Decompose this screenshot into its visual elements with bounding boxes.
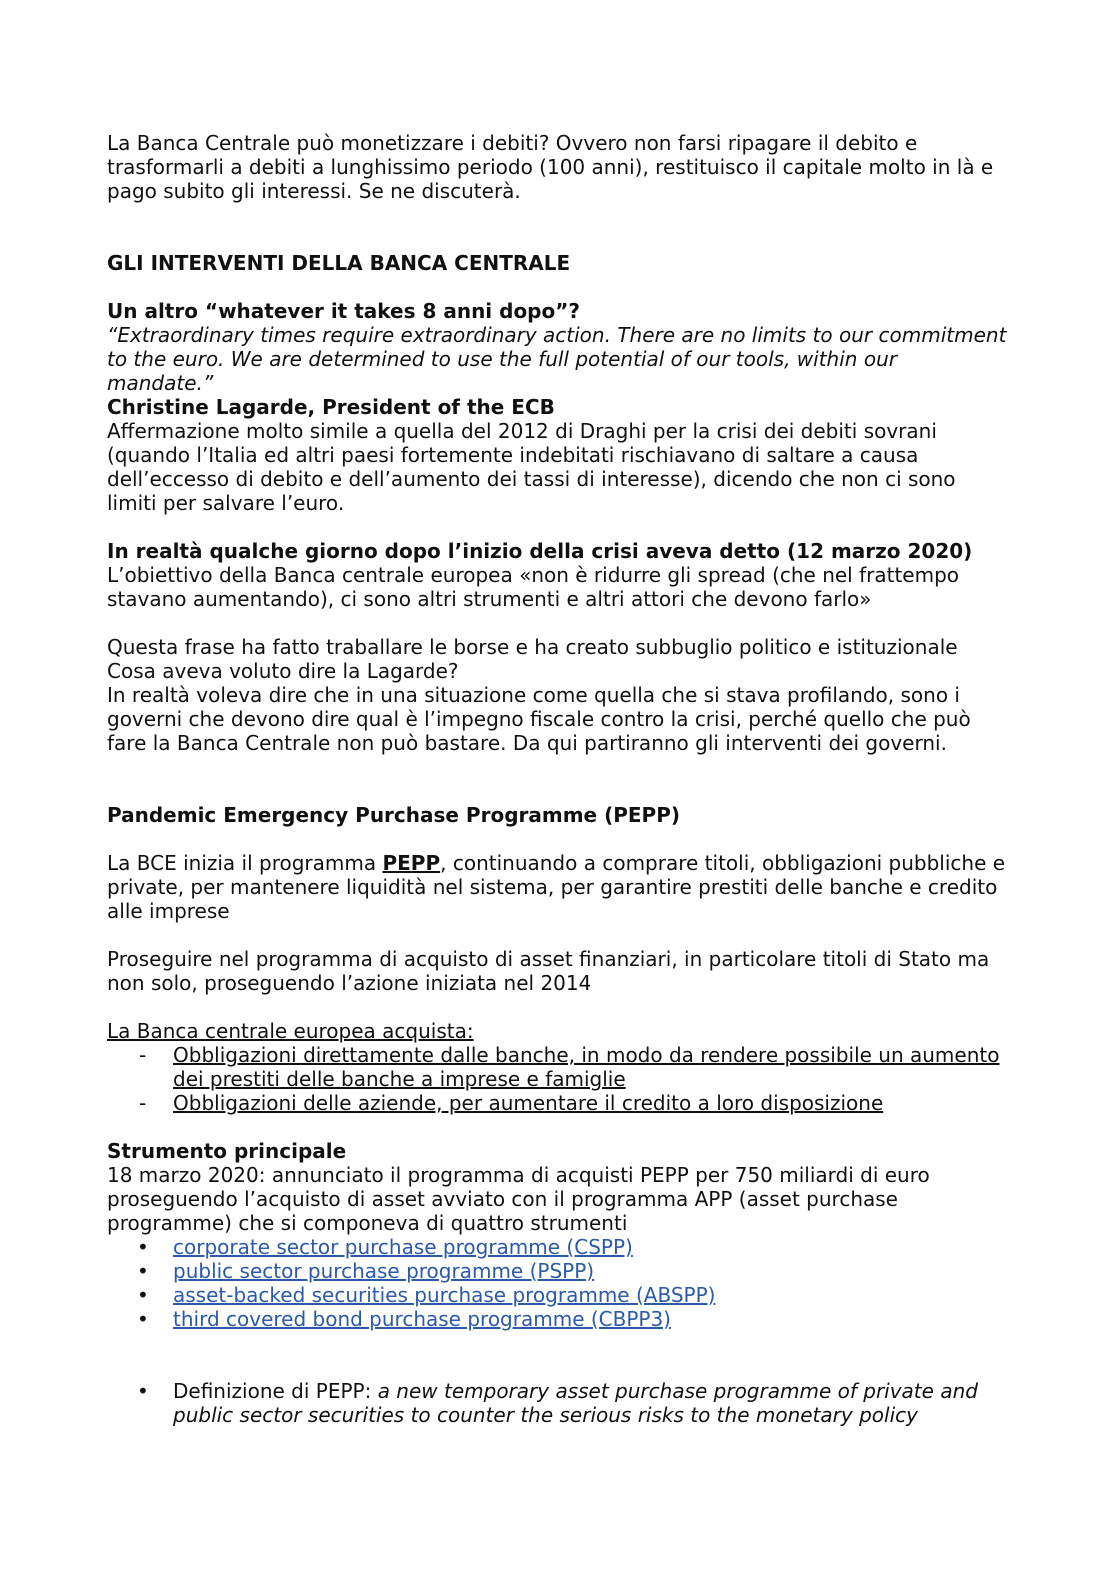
governi-paragraph: In realtà voleva dire che in una situazione come quella che si stava profilando, sono i governi che devono dire qual è l’impegno fiscale contro la crisi, perché quello che può fare la Banca Centrale non può bastare. Da qui partiranno gli interventi dei governi. <box>107 683 971 755</box>
borse-line: Questa frase ha fatto traballare le borse e ha creato subbuglio politico e istituzionale <box>107 635 958 659</box>
bullet-marker: • <box>137 1283 149 1307</box>
definition-label: Definizione di PEPP: <box>173 1379 378 1403</box>
lagarde-question-line: Cosa aveva voluto dire la Lagarde? <box>107 659 459 683</box>
document-page <box>107 131 1007 1427</box>
list-item <box>107 1091 1007 1115</box>
dash-marker: - <box>139 1091 147 1115</box>
subheading-12-marzo: In realtà qualche giorno dopo l’inizio della crisi aveva detto (12 marzo 2020) <box>107 539 973 563</box>
pepp-link[interactable]: PEPP <box>382 851 441 875</box>
intro-paragraph: La Banca Centrale può monetizzare i debiti? Ovvero non farsi ripagare il debito e trasformarli a debiti a lunghissimo periodo (100 anni), restituisco il capitale molto in là e pago subito gli interessi. Se ne discuterà. <box>107 131 994 203</box>
app-programmes-list <box>107 1235 1007 1331</box>
bullet-marker: • <box>137 1379 149 1403</box>
subheading-whatever-it-takes: Un altro “whatever it takes 8 anni dopo”? <box>107 299 580 323</box>
bullet-marker: • <box>137 1235 149 1259</box>
pepp-intro-text: La BCE inizia il programma <box>107 851 383 875</box>
list-item <box>107 1259 1007 1283</box>
list-item-text: Obbligazioni direttamente dalle banche, in modo da rendere possibile un aumento dei prestiti delle banche a imprese e famiglie <box>173 1043 1000 1091</box>
definition-list <box>107 1379 1007 1427</box>
lagarde-quote: “Extraordinary times require extraordinary action. There are no limits to our commitment to the euro. We are determined to use the full potential of our tools, within our mandate.” <box>107 323 1007 395</box>
spread-paragraph: L’obiettivo della Banca centrale europea «non è ridurre gli spread (che nel frattempo stavano aumentando), ci sono altri strumenti e altri attori che devono farlo» <box>107 563 960 611</box>
acquista-list <box>107 1043 1007 1115</box>
strumento-paragraph: 18 marzo 2020: annunciato il programma di acquisti PEPP per 750 miliardi di euro proseguendo l’acquisto di asset avviato con il programma APP (asset purchase programme) che si componeva di quattro strumenti <box>107 1163 930 1235</box>
list-item <box>107 1043 1007 1091</box>
dash-marker: - <box>139 1043 147 1067</box>
bullet-marker: • <box>137 1307 149 1331</box>
list-item <box>107 1235 1007 1259</box>
list-item <box>107 1379 1007 1427</box>
asset-purchase-paragraph: Proseguire nel programma di acquisto di asset finanziari, in particolare titoli di Stato ma non solo, proseguendo l’azione iniziata nel 2014 <box>107 947 990 995</box>
list-item <box>107 1283 1007 1307</box>
pepp-intro-paragraph <box>107 851 1007 923</box>
cbpp3-link[interactable]: third covered bond purchase programme (CBPP3) <box>173 1307 671 1331</box>
definition-text: a new temporary asset purchase programme of private and public sector securities to counter the serious risks to the monetary policy <box>173 1379 978 1427</box>
acquista-list-intro: La Banca centrale europea acquista: <box>107 1019 474 1043</box>
section-heading-interventi: GLI INTERVENTI DELLA BANCA CENTRALE <box>107 251 571 275</box>
list-item-text: Obbligazioni delle aziende, per aumentare il credito a loro disposizione <box>173 1091 884 1115</box>
subheading-strumento-principale: Strumento principale <box>107 1139 347 1163</box>
list-item <box>107 1307 1007 1331</box>
draghi-comparison-paragraph: Affermazione molto simile a quella del 2012 di Draghi per la crisi dei debiti sovrani (quando l’Italia ed altri paesi fortemente indebitati rischiavano di saltare a causa dell’eccesso di debito e dell’aumento dei tassi di interesse), dicendo che non ci sono limiti per salvare l’euro. <box>107 419 956 515</box>
pspp-link[interactable]: public sector purchase programme (PSPP) <box>173 1259 595 1283</box>
section-heading-pepp: Pandemic Emergency Purchase Programme (PEPP) <box>107 803 680 827</box>
pepp-intro-rest: , continuando a comprare titoli, obbligazioni pubbliche e private, per mantenere liquidità nel sistema, per garantire prestiti delle banche e credito alle imprese <box>107 851 1006 923</box>
cspp-link[interactable]: corporate sector purchase programme (CSPP) <box>173 1235 633 1259</box>
abspp-link[interactable]: asset-backed securities purchase programme (ABSPP) <box>173 1283 716 1307</box>
bullet-marker: • <box>137 1259 149 1283</box>
quote-attribution: Christine Lagarde, President of the ECB <box>107 395 555 419</box>
